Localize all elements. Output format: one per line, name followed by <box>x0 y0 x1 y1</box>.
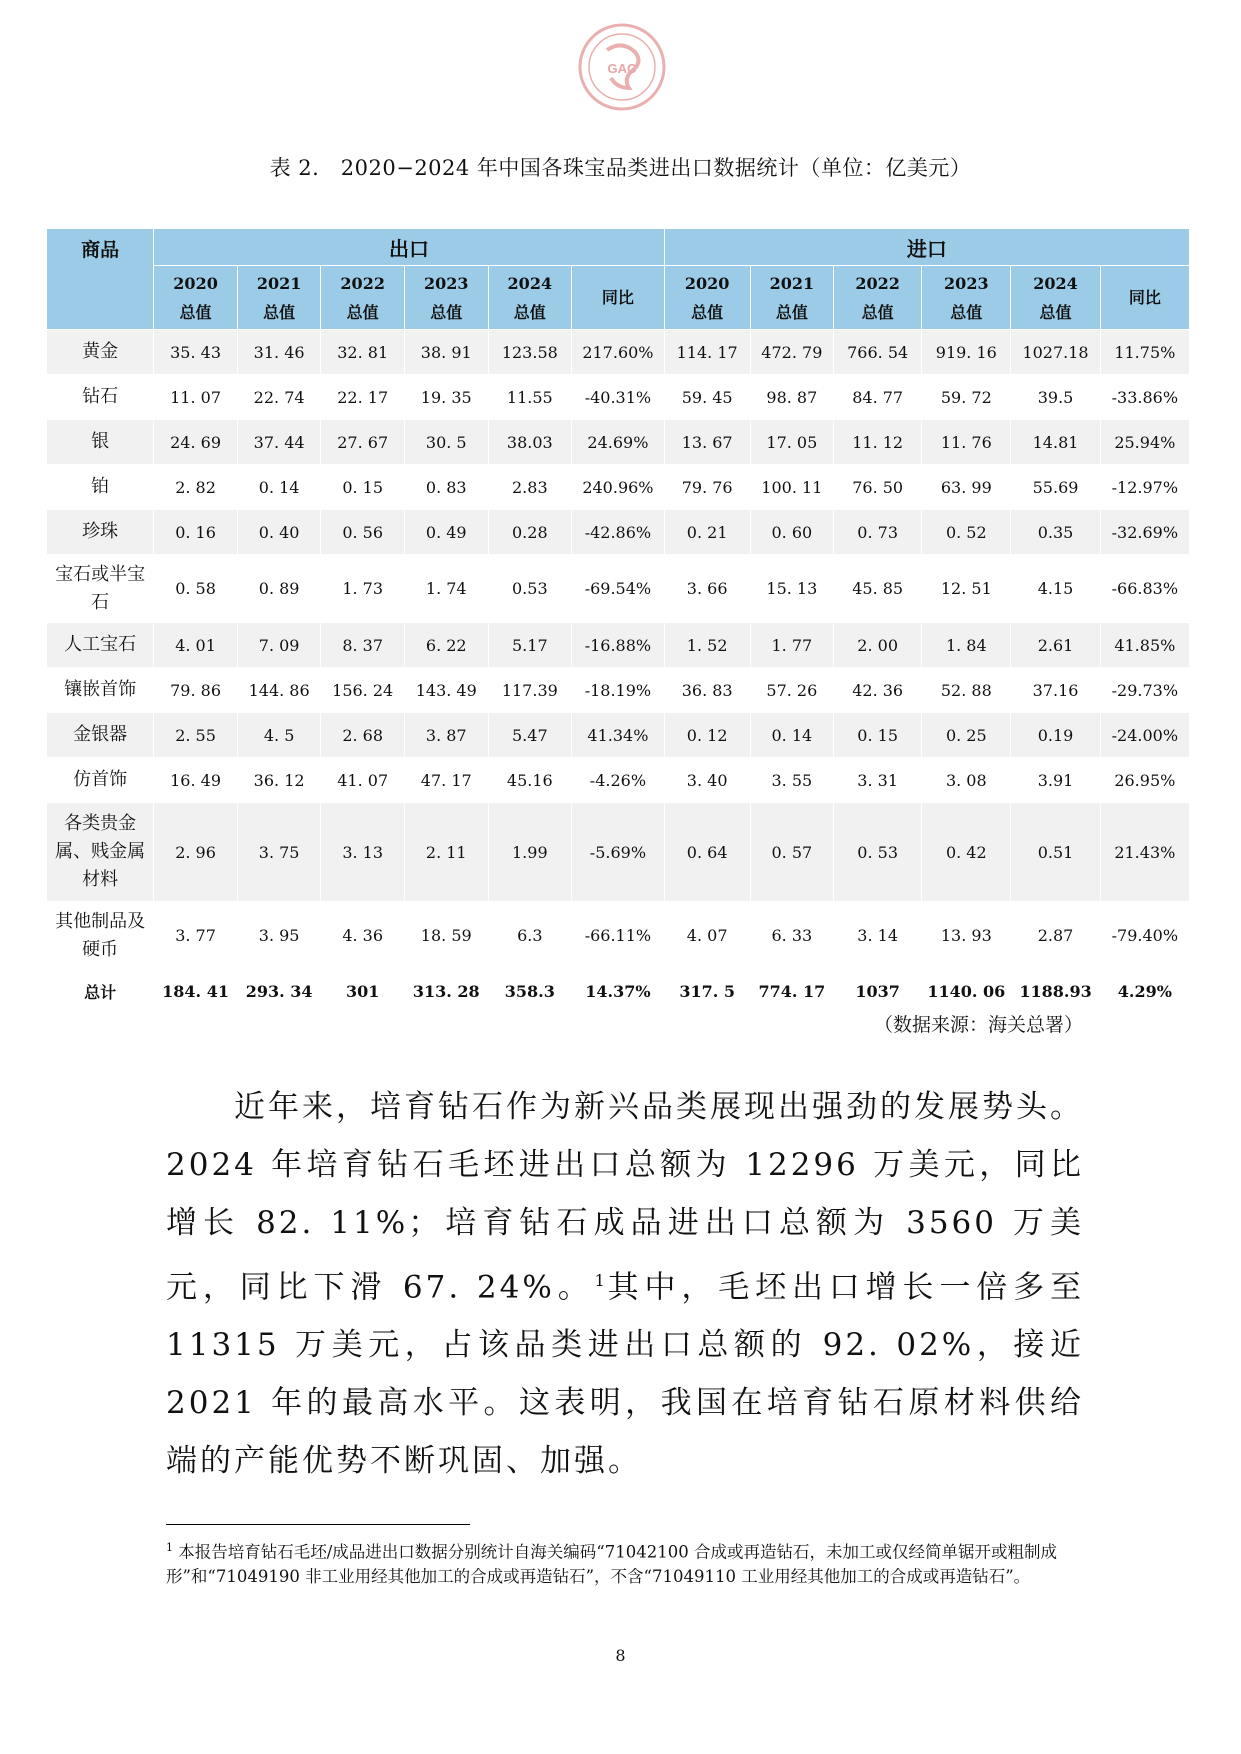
export-value-cell: 22. 74 <box>237 375 321 420</box>
export-value-cell: 24. 69 <box>154 420 238 465</box>
export-value-cell: 19. 35 <box>404 375 488 420</box>
export-value-cell: 123.58 <box>488 330 572 375</box>
table-row <box>47 623 1190 668</box>
table-row <box>47 713 1190 758</box>
svg-text:GAC: GAC <box>607 61 637 76</box>
export-value-cell: 2. 82 <box>154 465 238 510</box>
export-value-cell: 0. 15 <box>321 465 405 510</box>
import-value-cell: 84. 77 <box>834 375 922 420</box>
data-source: （数据来源：海关总署） <box>873 1014 1083 1036</box>
table-row <box>47 330 1190 375</box>
import-total-cell: 4.29% <box>1100 970 1189 1013</box>
export-year-header <box>154 266 238 330</box>
import-yoy-header: 同比 <box>1100 266 1189 330</box>
total-value-label: 总值 <box>430 302 463 322</box>
footnote-text: 本报告培育钻石毛坯/成品进出口数据分别统计自海关编码“71042100 合成或再造钻石，未加工或仅经简单锯开或粗制成形”和“71049190 非工业用经其他加工的合成或再造钻石”，不含“71049110 工业用经其他加工的合成或再造钻石”。 <box>166 1542 1057 1586</box>
export-value-cell: 3. 75 <box>237 803 321 902</box>
category-cell: 铂 <box>47 465 154 510</box>
export-value-cell: 6. 22 <box>404 623 488 668</box>
export-value-cell: 0. 89 <box>237 555 321 623</box>
export-value-cell: 2.83 <box>488 465 572 510</box>
export-value-cell: -40.31% <box>572 375 665 420</box>
import-value-cell: 0. 57 <box>750 803 834 902</box>
category-cell: 珍珠 <box>47 510 154 555</box>
import-value-cell: 2.61 <box>1011 623 1100 668</box>
import-value-cell: 21.43% <box>1100 803 1189 902</box>
footnote-divider <box>166 1524 470 1525</box>
export-value-cell: 2. 55 <box>154 713 238 758</box>
import-header: 进口 <box>664 229 1189 266</box>
table-row <box>47 510 1190 555</box>
total-value-label: 总值 <box>263 302 296 322</box>
page-number: 8 <box>615 1646 626 1665</box>
import-value-cell: 26.95% <box>1100 758 1189 803</box>
import-total-cell: 1188.93 <box>1011 970 1100 1013</box>
body-paragraph <box>166 1078 1084 1490</box>
import-value-cell: 12. 51 <box>922 555 1011 623</box>
total-value-label: 总值 <box>1039 302 1072 322</box>
total-value-label: 总值 <box>513 302 546 322</box>
export-value-cell: 2. 68 <box>321 713 405 758</box>
export-value-cell: 38.03 <box>488 420 572 465</box>
import-year-header <box>834 266 922 330</box>
import-value-cell: 0. 21 <box>664 510 750 555</box>
category-cell: 其他制品及硬币 <box>47 902 154 970</box>
year-label: 2024 <box>1033 273 1078 293</box>
table-row <box>47 758 1190 803</box>
export-value-cell: 0. 56 <box>321 510 405 555</box>
import-value-cell: 3.91 <box>1011 758 1100 803</box>
export-year-header <box>237 266 321 330</box>
import-value-cell: 55.69 <box>1011 465 1100 510</box>
export-value-cell: 37. 44 <box>237 420 321 465</box>
export-value-cell: 1. 74 <box>404 555 488 623</box>
import-value-cell: 11. 76 <box>922 420 1011 465</box>
export-value-cell: 143. 49 <box>404 668 488 713</box>
export-total-cell: 313. 28 <box>404 970 488 1013</box>
total-value-label: 总值 <box>950 302 983 322</box>
product-header: 商品 <box>47 229 154 330</box>
export-value-cell: 3. 95 <box>237 902 321 970</box>
import-value-cell: 57. 26 <box>750 668 834 713</box>
table-row <box>47 465 1190 510</box>
table-row <box>47 375 1190 420</box>
import-value-cell: 42. 36 <box>834 668 922 713</box>
import-value-cell: 63. 99 <box>922 465 1011 510</box>
import-value-cell: 472. 79 <box>750 330 834 375</box>
export-value-cell: 36. 12 <box>237 758 321 803</box>
export-value-cell: 0. 83 <box>404 465 488 510</box>
export-value-cell: 5.47 <box>488 713 572 758</box>
export-value-cell: 4. 5 <box>237 713 321 758</box>
year-label: 2022 <box>855 273 900 293</box>
import-value-cell: 59. 72 <box>922 375 1011 420</box>
table-row <box>47 420 1190 465</box>
import-value-cell: 37.16 <box>1011 668 1100 713</box>
import-value-cell: 0.35 <box>1011 510 1100 555</box>
export-value-cell: 47. 17 <box>404 758 488 803</box>
import-value-cell: 919. 16 <box>922 330 1011 375</box>
export-value-cell: 79. 86 <box>154 668 238 713</box>
year-label: 2020 <box>173 273 218 293</box>
import-value-cell: 0. 15 <box>834 713 922 758</box>
import-value-cell: -79.40% <box>1100 902 1189 970</box>
import-value-cell: 59. 45 <box>664 375 750 420</box>
import-value-cell: 0. 25 <box>922 713 1011 758</box>
import-value-cell: 45. 85 <box>834 555 922 623</box>
import-total-cell: 317. 5 <box>664 970 750 1013</box>
year-label: 2021 <box>256 273 302 293</box>
export-value-cell: 5.17 <box>488 623 572 668</box>
import-value-cell: 1. 77 <box>750 623 834 668</box>
export-value-cell: 240.96% <box>572 465 665 510</box>
export-value-cell: -69.54% <box>572 555 665 623</box>
import-year-header <box>922 266 1011 330</box>
export-value-cell: 144. 86 <box>237 668 321 713</box>
import-year-header <box>750 266 834 330</box>
export-value-cell: 156. 24 <box>321 668 405 713</box>
import-value-cell: 25.94% <box>1100 420 1189 465</box>
export-value-cell: 0.28 <box>488 510 572 555</box>
import-year-header <box>664 266 750 330</box>
import-value-cell: -66.83% <box>1100 555 1189 623</box>
export-value-cell: 1.99 <box>488 803 572 902</box>
export-total-cell: 293. 34 <box>237 970 321 1013</box>
import-value-cell: 0. 53 <box>834 803 922 902</box>
import-value-cell: 39.5 <box>1011 375 1100 420</box>
import-value-cell: -29.73% <box>1100 668 1189 713</box>
export-value-cell: 11. 07 <box>154 375 238 420</box>
import-value-cell: 0.19 <box>1011 713 1100 758</box>
total-label-cell: 总计 <box>47 970 154 1013</box>
export-value-cell: 30. 5 <box>404 420 488 465</box>
export-value-cell: 31. 46 <box>237 330 321 375</box>
import-value-cell: 0. 42 <box>922 803 1011 902</box>
import-value-cell: 0. 52 <box>922 510 1011 555</box>
footnote <box>166 1536 1084 1589</box>
import-value-cell: 6. 33 <box>750 902 834 970</box>
export-value-cell: 7. 09 <box>237 623 321 668</box>
export-value-cell: 32. 81 <box>321 330 405 375</box>
import-value-cell: 2. 00 <box>834 623 922 668</box>
total-value-label: 总值 <box>775 302 808 322</box>
export-value-cell: 41. 07 <box>321 758 405 803</box>
export-value-cell: 22. 17 <box>321 375 405 420</box>
import-value-cell: 4. 07 <box>664 902 750 970</box>
import-value-cell: 4.15 <box>1011 555 1100 623</box>
table-row <box>47 668 1190 713</box>
import-value-cell: 0. 64 <box>664 803 750 902</box>
export-value-cell: -66.11% <box>572 902 665 970</box>
export-value-cell: 3. 13 <box>321 803 405 902</box>
import-value-cell: 36. 83 <box>664 668 750 713</box>
import-value-cell: -12.97% <box>1100 465 1189 510</box>
category-cell: 仿首饰 <box>47 758 154 803</box>
export-total-cell: 184. 41 <box>154 970 238 1013</box>
import-value-cell: 2.87 <box>1011 902 1100 970</box>
import-value-cell: 3. 40 <box>664 758 750 803</box>
export-value-cell: 16. 49 <box>154 758 238 803</box>
export-value-cell: 35. 43 <box>154 330 238 375</box>
export-value-cell: 0. 40 <box>237 510 321 555</box>
export-value-cell: 2. 11 <box>404 803 488 902</box>
export-value-cell: -4.26% <box>572 758 665 803</box>
year-label: 2023 <box>423 273 469 293</box>
import-value-cell: 11. 12 <box>834 420 922 465</box>
export-value-cell: 4. 01 <box>154 623 238 668</box>
category-cell: 各类贵金属、贱金属材料 <box>47 803 154 902</box>
category-cell: 镶嵌首饰 <box>47 668 154 713</box>
year-label: 2024 <box>507 273 553 293</box>
import-value-cell: 52. 88 <box>922 668 1011 713</box>
import-value-cell: 3. 66 <box>664 555 750 623</box>
year-label: 2022 <box>340 273 385 293</box>
jewelry-trade-table <box>46 228 1190 1013</box>
gac-logo <box>577 22 667 112</box>
table-row <box>47 555 1190 623</box>
import-value-cell: 15. 13 <box>750 555 834 623</box>
export-value-cell: 1. 73 <box>321 555 405 623</box>
import-value-cell: 114. 17 <box>664 330 750 375</box>
export-total-cell: 301 <box>321 970 405 1013</box>
export-value-cell: 0. 49 <box>404 510 488 555</box>
import-value-cell: 76. 50 <box>834 465 922 510</box>
import-value-cell: 17. 05 <box>750 420 834 465</box>
import-value-cell: 98. 87 <box>750 375 834 420</box>
category-cell: 宝石或半宝石 <box>47 555 154 623</box>
export-total-cell: 14.37% <box>572 970 665 1013</box>
export-value-cell: 11.55 <box>488 375 572 420</box>
export-value-cell: 4. 36 <box>321 902 405 970</box>
total-value-label: 总值 <box>346 302 379 322</box>
import-total-cell: 1037 <box>834 970 922 1013</box>
total-value-label: 总值 <box>179 302 212 322</box>
import-value-cell: 1. 52 <box>664 623 750 668</box>
table-row <box>47 902 1190 970</box>
footnote-ref[interactable]: 1 <box>594 1271 605 1290</box>
footnote-marker: 1 <box>166 1541 173 1554</box>
paragraph-text-2: 其中，毛坯出口增长一倍多至 11315 万美元，占该品类进出口总额的 92. 02%，接近 2021 年的最高水平。这表明，我国在培育钻石原材料供给端的产能优势不断巩固、加强。 <box>166 1269 1084 1480</box>
import-value-cell: 0. 73 <box>834 510 922 555</box>
import-value-cell: 1. 84 <box>922 623 1011 668</box>
category-cell: 金银器 <box>47 713 154 758</box>
import-value-cell: 3. 14 <box>834 902 922 970</box>
import-value-cell: 100. 11 <box>750 465 834 510</box>
import-value-cell: 0. 14 <box>750 713 834 758</box>
export-value-cell: 117.39 <box>488 668 572 713</box>
import-value-cell: 3. 31 <box>834 758 922 803</box>
export-value-cell: -5.69% <box>572 803 665 902</box>
import-value-cell: 766. 54 <box>834 330 922 375</box>
import-value-cell: -32.69% <box>1100 510 1189 555</box>
export-value-cell: -16.88% <box>572 623 665 668</box>
paragraph-text-1: 近年来，培育钻石作为新兴品类展现出强劲的发展势头。2024 年培育钻石毛坯进出口总额为 12296 万美元，同比增长 82. 11%；培育钻石成品进出口总额为 3560 万美元，同比下滑 67. 24%。 <box>166 1089 1084 1306</box>
export-value-cell: 0.53 <box>488 555 572 623</box>
import-value-cell: -24.00% <box>1100 713 1189 758</box>
import-value-cell: 0. 12 <box>664 713 750 758</box>
year-label: 2021 <box>769 273 815 293</box>
export-value-cell: 0. 14 <box>237 465 321 510</box>
import-total-cell: 1140. 06 <box>922 970 1011 1013</box>
import-year-header <box>1011 266 1100 330</box>
category-cell: 银 <box>47 420 154 465</box>
import-value-cell: 1027.18 <box>1011 330 1100 375</box>
export-value-cell: -18.19% <box>572 668 665 713</box>
import-value-cell: 13. 93 <box>922 902 1011 970</box>
export-total-cell: 358.3 <box>488 970 572 1013</box>
export-year-header <box>404 266 488 330</box>
export-value-cell: 0. 58 <box>154 555 238 623</box>
export-value-cell: 27. 67 <box>321 420 405 465</box>
export-value-cell: 8. 37 <box>321 623 405 668</box>
export-value-cell: 24.69% <box>572 420 665 465</box>
import-value-cell: 79. 76 <box>664 465 750 510</box>
year-label: 2023 <box>944 273 989 293</box>
export-value-cell: 41.34% <box>572 713 665 758</box>
export-value-cell: 3. 87 <box>404 713 488 758</box>
import-value-cell: 14.81 <box>1011 420 1100 465</box>
import-value-cell: 13. 67 <box>664 420 750 465</box>
import-value-cell: 0. 60 <box>750 510 834 555</box>
export-value-cell: 217.60% <box>572 330 665 375</box>
export-value-cell: 2. 96 <box>154 803 238 902</box>
import-value-cell: 11.75% <box>1100 330 1189 375</box>
import-value-cell: 41.85% <box>1100 623 1189 668</box>
table-caption: 表 2. 2020−2024 年中国各珠宝品类进出口数据统计（单位：亿美元） <box>269 156 972 180</box>
import-value-cell: -33.86% <box>1100 375 1189 420</box>
export-year-header <box>488 266 572 330</box>
export-yoy-header: 同比 <box>572 266 665 330</box>
total-value-label: 总值 <box>691 302 724 322</box>
export-value-cell: 6.3 <box>488 902 572 970</box>
export-value-cell: 3. 77 <box>154 902 238 970</box>
export-value-cell: -42.86% <box>572 510 665 555</box>
year-label: 2020 <box>684 273 730 293</box>
total-value-label: 总值 <box>861 302 894 322</box>
category-cell: 黄金 <box>47 330 154 375</box>
import-value-cell: 3. 08 <box>922 758 1011 803</box>
export-value-cell: 45.16 <box>488 758 572 803</box>
import-value-cell: 3. 55 <box>750 758 834 803</box>
import-value-cell: 0.51 <box>1011 803 1100 902</box>
category-cell: 钻石 <box>47 375 154 420</box>
table-row <box>47 803 1190 902</box>
category-cell: 人工宝石 <box>47 623 154 668</box>
total-row <box>47 970 1190 1013</box>
export-year-header <box>321 266 405 330</box>
export-value-cell: 0. 16 <box>154 510 238 555</box>
export-value-cell: 18. 59 <box>404 902 488 970</box>
import-total-cell: 774. 17 <box>750 970 834 1013</box>
export-header: 出口 <box>154 229 664 266</box>
export-value-cell: 38. 91 <box>404 330 488 375</box>
